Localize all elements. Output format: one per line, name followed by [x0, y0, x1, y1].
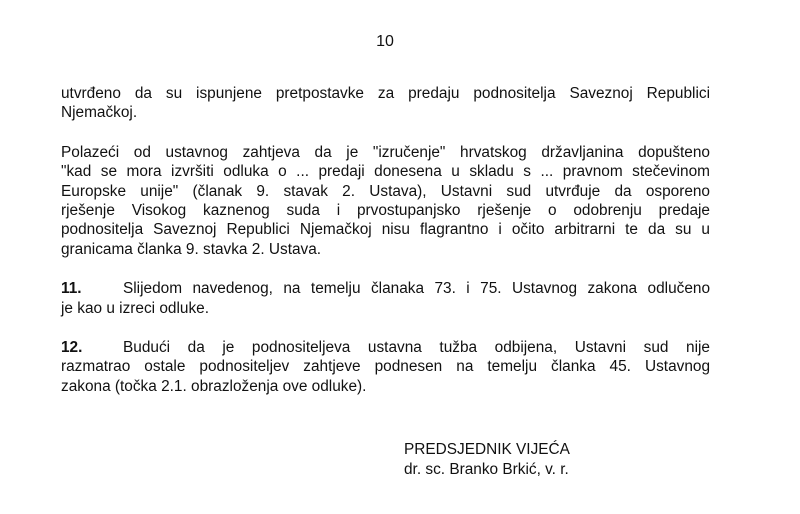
text-line: "kad se mora izvršiti odluka o ... predaji donesena u skladu s ... pravnom stečevinom — [61, 163, 710, 181]
paragraph-number: 12. — [61, 339, 83, 357]
text-line: Polazeći od ustavnog zahtjeva da je "izručenje" hrvatskog državljanina dopušteno — [61, 143, 710, 161]
text-line: rješenje Visokog kaznenog suda i prvostupanjsko rješenje o odobrenju predaje — [61, 202, 710, 220]
text-line: utvrđeno da su ispunjene pretpostavke za predaju podnositelja Saveznoj Republici — [61, 85, 710, 102]
text-line: Budući da je podnositeljeva ustavna tužba odbijena, Ustavni sud nije — [123, 339, 710, 357]
text-line: podnositelja Saveznoj Republici Njemačkoj nisu flagrantno i očito arbitrarni te da su u — [61, 221, 710, 239]
paragraph-continuation — [61, 84, 710, 123]
document-body — [61, 84, 710, 396]
text-line: Slijedom navedenog, na temelju članaka 73. i 75. Ustavnog zakona odlučeno — [123, 280, 710, 298]
signature-name: dr. sc. Branko Brkić, v. r. — [404, 461, 569, 478]
page-number: 10 — [376, 33, 394, 50]
text-line: zakona (točka 2.1. obrazloženja ove odluke). — [61, 377, 367, 395]
text-line: je kao u izreci odluke. — [61, 299, 209, 317]
text-line: Njemačkoj. — [61, 104, 138, 122]
paragraph-constitutional-requirement — [61, 143, 710, 259]
signature-title: PREDSJEDNIK VIJEĆA — [404, 441, 570, 458]
paragraph-12 — [61, 338, 710, 396]
signature-block — [404, 440, 570, 480]
paragraph-number: 11. — [61, 280, 82, 298]
text-line: razmatrao ostale podnositeljev zahtjeve podnesen na temelju članka 45. Ustavnog — [61, 358, 710, 376]
text-line: Europske unije" (članak 9. stavak 2. Ustava), Ustavni sud utvrđuje da osporeno — [61, 182, 710, 200]
text-line: granicama članka 9. stavka 2. Ustava. — [61, 240, 322, 258]
paragraph-11 — [61, 279, 710, 318]
